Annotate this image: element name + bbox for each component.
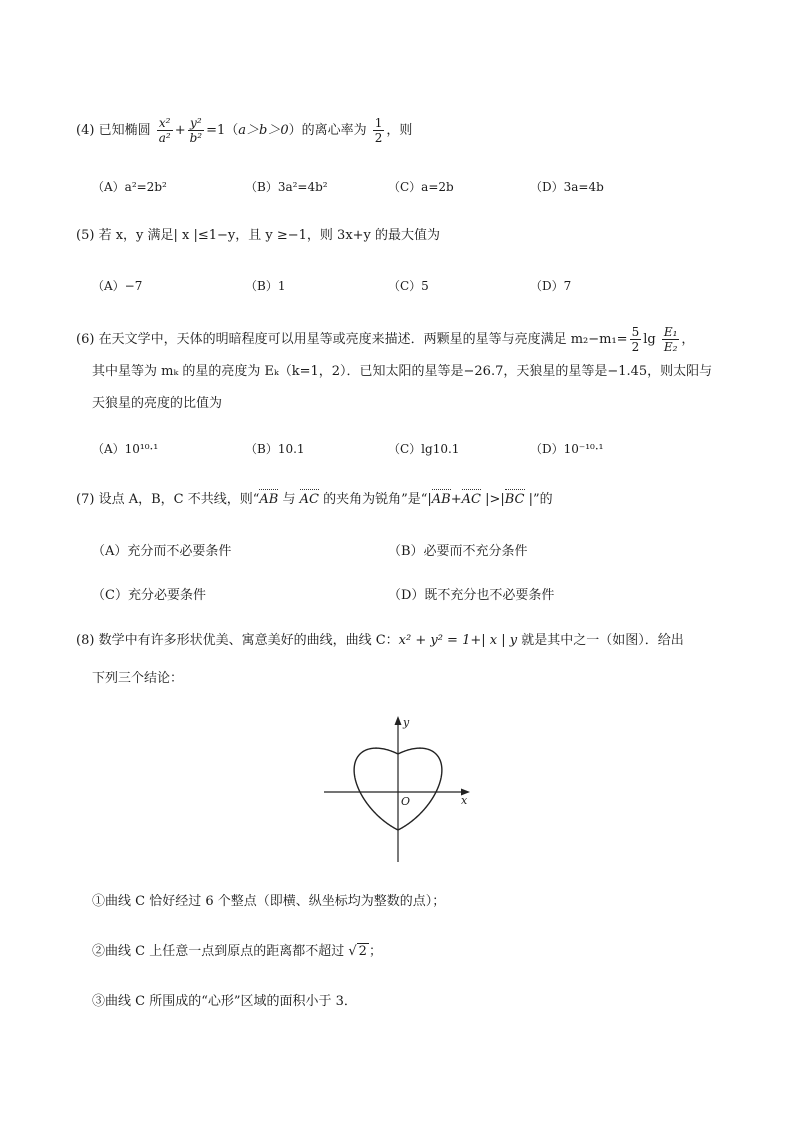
option-d: （D）10⁻¹⁰·¹ — [530, 442, 604, 456]
option-a: （A）充分而不必要条件 — [92, 544, 232, 559]
origin-label: O — [401, 795, 411, 808]
vector-ab: AB — [432, 488, 451, 509]
x-axis-label: x — [461, 794, 468, 807]
option-a: （A）−7 — [92, 279, 143, 293]
option-c: （C）5 — [388, 279, 429, 293]
fraction-one-half: $\frac{1}{2}$ — [374, 116, 383, 145]
question-number: (4) — [76, 123, 95, 138]
sqrt-two: √ 2 — [348, 944, 367, 959]
option-b: （B）10.1 — [245, 442, 305, 456]
option-c: （C）充分必要条件 — [92, 588, 206, 603]
option-b: （B）3a²=4b² — [245, 180, 328, 194]
question-4-stem: (4) 已知椭圆 $\frac{\text{x²}}{\text{a²}}$ + $\frac{\text{y²}}{\text{b²}}$ =1（a＞b＞0）的离心率为 $\frac{1}{2}$ ，则 — [76, 116, 413, 145]
conclusion-1: ①曲线 C 恰好经过 6 个整点（即横、纵坐标均为整数的点）； — [92, 894, 446, 909]
fraction-x2-a2: $\frac{\text{x²}}{\text{a²}}$ — [158, 116, 171, 145]
question-number: (8) — [76, 633, 95, 648]
vector-ab: AB — [259, 488, 278, 509]
conclusion-2: ②曲线 C 上任意一点到原点的距离都不超过 √ 2 ； — [92, 944, 382, 959]
option-a: （A）a²=2b² — [92, 180, 167, 194]
option-b: （B）1 — [245, 279, 286, 293]
option-c: （C）lg10.1 — [388, 442, 460, 456]
option-d: （D）3a=4b — [530, 180, 604, 194]
fraction-five-halves: $\frac{5}{2}$ — [631, 325, 640, 354]
question-6-line3: 天狼星的亮度的比值为 — [92, 396, 223, 411]
option-d: （D）既不充分也不必要条件 — [388, 588, 555, 603]
option-d: （D）7 — [530, 279, 572, 293]
question-6-line2: 其中星等为 mₖ 的星的亮度为 Eₖ（k=1，2）．已知太阳的星等是−26.7，天狼星的星等是−1.45，则太阳与 — [92, 364, 713, 379]
option-c: （C）a=2b — [388, 180, 454, 194]
option-b: （B）必要而不充分条件 — [388, 544, 528, 559]
fraction-y2-b2: $\frac{\text{y²}}{\text{b²}}$ — [189, 116, 203, 145]
question-8-line2: 下列三个结论： — [92, 671, 184, 686]
question-number: (6) — [76, 332, 95, 347]
fraction-e1-e2: $\frac{\text{E₁}}{\text{E₂}}$ — [663, 325, 678, 354]
stem-text: 在天文学中，天体的明暗程度可以用星等或亮度来描述．两颗星的星等与亮度满足 m₂−m₁= — [98, 332, 628, 347]
question-5-stem — [76, 227, 440, 245]
stem-text: 已知椭圆 — [98, 123, 151, 138]
vector-ac: AC — [300, 488, 319, 509]
curve-equation: x² + y² = 1+| x | y — [398, 633, 518, 648]
question-6-stem: (6) 在天文学中，天体的明暗程度可以用星等或亮度来描述．两颗星的星等与亮度满足 m₂−m₁= $\frac{5}{2}$ lg $\frac{\text{E₁}}{\text{E₂}}$ ， — [76, 325, 695, 354]
vector-ac: AC — [462, 488, 481, 509]
question-8-stem: (8) 数学中有许多形状优美、寓意美好的曲线，曲线 C：x² + y² = 1+| x | y 就是其中之一（如图）．给出 — [76, 633, 684, 648]
question-number: (7) — [76, 492, 95, 507]
heart-curve-figure — [318, 712, 478, 868]
question-7-stem: (7) 设点 A，B，C 不共线，则“AB 与 AC 的夹角为锐角”是“|AB+AC |>|BC |”的 — [76, 488, 553, 509]
y-axis-arrow-icon — [395, 716, 402, 725]
stem-text: 若 x，y 满足| x |≤1−y，且 y ≥−1，则 3x+y 的最大值为 — [98, 228, 441, 243]
question-number: (5) — [76, 228, 95, 243]
y-axis-label: y — [403, 716, 410, 729]
option-a: （A）10¹⁰·¹ — [92, 442, 159, 456]
vector-bc: BC — [505, 488, 525, 509]
conclusion-3: ③曲线 C 所围成的“心形”区域的面积小于 3． — [92, 994, 357, 1009]
